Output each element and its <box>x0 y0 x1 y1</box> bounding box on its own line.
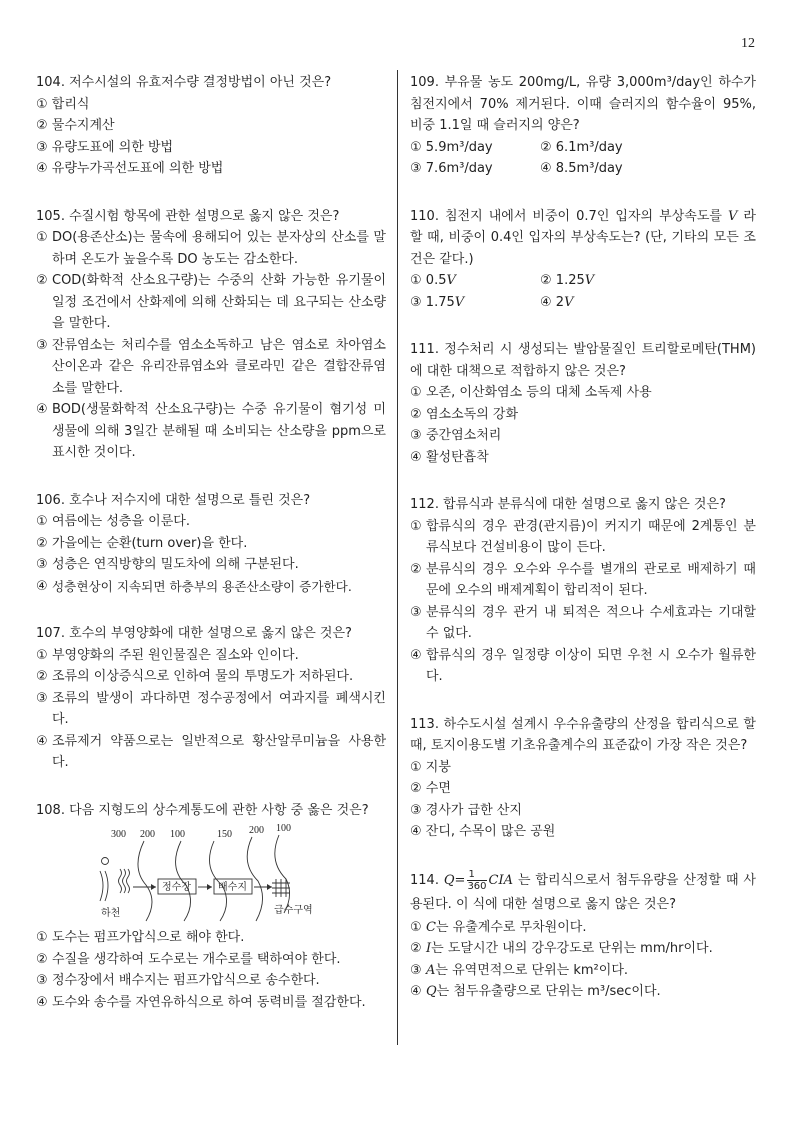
fraction-numerator: 1 <box>467 869 486 881</box>
option-number: ③ <box>36 690 48 706</box>
option-text: 염소소독의 강화 <box>426 406 519 422</box>
formula-fraction <box>467 869 486 892</box>
option-number: ③ <box>410 428 422 443</box>
option[interactable] <box>36 399 386 464</box>
option-text: 도수와 송수를 자연유하식으로 하여 동력비를 절감한다. <box>52 994 366 1010</box>
option[interactable] <box>36 666 386 688</box>
option-number: ④ <box>36 578 48 594</box>
option-text-group <box>426 917 756 939</box>
question-stem: 104. 저수시설의 유효저수량 결정방법이 아닌 것은? <box>36 75 332 90</box>
option-number: ④ <box>36 994 48 1010</box>
option-number: ④ <box>36 402 48 417</box>
hatch-line <box>119 869 122 893</box>
question-stem: 108. 다음 지형도의 상수계통도에 관한 사항 중 옳은 것은? <box>36 802 369 818</box>
option[interactable] <box>410 559 756 602</box>
question-106 <box>36 490 386 598</box>
question-110 <box>410 206 756 314</box>
reservoir-label: 배수지 <box>218 882 247 893</box>
option-text: 0.5 <box>425 273 447 288</box>
option-text: 2 <box>555 294 565 310</box>
option[interactable]: ① 지붕 <box>410 759 451 775</box>
option[interactable] <box>36 992 386 1014</box>
option[interactable] <box>36 927 386 949</box>
option-text: 1.75 <box>425 294 455 310</box>
option[interactable] <box>540 292 670 314</box>
option[interactable] <box>36 533 386 555</box>
option[interactable] <box>410 447 756 469</box>
option-number: ② <box>540 273 552 288</box>
question-104 <box>36 72 386 180</box>
question-stem: 106. 호수나 저수지에 대한 설명으로 틀린 것은? <box>36 492 311 508</box>
option-text: 잔류염소는 처리수를 염소소독하고 남은 염소로 차아염소산이온과 같은 유리잔류염소와 클로라민 같은 결합잔류염소를 말한다. <box>52 337 386 396</box>
option[interactable] <box>410 292 540 314</box>
option[interactable] <box>36 645 386 667</box>
option-number: ① <box>36 930 48 945</box>
hatch-line <box>123 869 126 893</box>
source-circle <box>102 858 109 865</box>
option[interactable] <box>410 917 756 939</box>
option-row <box>410 292 756 314</box>
option-text: 1.25 <box>555 273 585 288</box>
option[interactable] <box>36 511 386 533</box>
option-text: 는 유출계수로 무차원이다. <box>435 919 587 935</box>
option-text: 는 유역면적으로 단위는 km²이다. <box>435 962 629 978</box>
page-number: 12 <box>741 36 755 51</box>
option[interactable]: ④ 8.5m³/day <box>540 161 623 176</box>
option-number: ④ <box>410 647 422 663</box>
option-text: 는 첨두유출량으로 단위는 m³/sec이다. <box>436 984 661 999</box>
option-number: ① <box>410 273 422 288</box>
option[interactable]: ② 물수지계산 <box>36 118 115 133</box>
option-number: ② <box>36 669 48 684</box>
question-stem: 111. 정수처리 시 생성되는 발암물질인 트리할로메탄(THM)에 대한 대책으로 적합하지 않은 것은? <box>410 342 756 379</box>
option-text: 합류식의 경우 일정량 이상이 되면 우천 시 오수가 월류한다. <box>426 647 756 684</box>
option-number: ② <box>36 951 48 967</box>
option-number: ① <box>410 518 422 534</box>
water-supply-diagram <box>36 823 386 923</box>
option-text-group <box>426 960 756 982</box>
supply-label: 급수구역 <box>274 905 313 916</box>
contour-line <box>210 841 227 921</box>
velocity-symbol: V <box>564 294 574 310</box>
variable-symbol: A <box>426 962 436 978</box>
option-number: ④ <box>36 733 48 749</box>
question-stem: 105. 수질시험 항목에 관한 설명으로 옳지 않은 것은? <box>36 208 340 224</box>
formula-rhs: CIA <box>488 872 514 888</box>
option-text-group <box>426 938 756 960</box>
option[interactable] <box>410 404 756 426</box>
option-number: ③ <box>36 973 48 988</box>
option-text: 합류식의 경우 관경(관지름)이 커지기 때문에 2계통인 분류식보다 건설비용이 많이 든다. <box>426 518 756 555</box>
question-113 <box>410 714 756 843</box>
option-text: 활성탄흡착 <box>426 449 489 465</box>
contour-label: 100 <box>170 829 185 840</box>
stem-text: 110. 침전지 내에서 비중이 0.7인 입자의 부상속도를 <box>410 208 728 224</box>
question-108 <box>36 800 386 1014</box>
option-number: ① <box>410 919 422 935</box>
option-text: BOD(생물화학적 산소요구량)는 수중 유기물이 혐기성 미생물에 의해 3일간 분해될 때 소비되는 산소량을 ppm으로 표시한 것이다. <box>52 402 386 460</box>
option-number: ② <box>36 535 48 551</box>
option-row <box>410 158 756 180</box>
contour-label: 100 <box>276 823 291 834</box>
option-text: DO(용존산소)는 물속에 용해되어 있는 분자상의 산소를 말하며 온도가 높을수록 DO 농도는 감소한다. <box>52 230 386 267</box>
option-number: ④ <box>540 294 552 310</box>
contour-label: 200 <box>140 829 155 840</box>
velocity-symbol: V <box>454 294 465 310</box>
option-number: ② <box>410 406 422 422</box>
option[interactable] <box>36 554 386 576</box>
option-number: ④ <box>410 449 422 465</box>
option-text: 성층은 연직방향의 밀도차에 의해 구분된다. <box>52 557 299 572</box>
question-stem: 107. 호수의 부영양화에 대한 설명으로 옳지 않은 것은? <box>36 626 352 641</box>
option-number: ③ <box>410 962 422 978</box>
option-text: 분류식의 경우 관거 내 퇴적은 적으나 수세효과는 기대할 수 없다. <box>426 604 756 641</box>
option-number: ③ <box>410 294 422 310</box>
option[interactable]: ③ 유량도표에 의한 방법 <box>36 139 174 155</box>
option-number: ① <box>36 647 48 663</box>
option-number: ② <box>410 561 422 577</box>
variable-symbol: Q <box>426 984 437 999</box>
option-number: ① <box>36 230 48 245</box>
option[interactable]: ② 6.1m³/day <box>540 139 623 155</box>
velocity-symbol: V <box>728 208 738 224</box>
river-label: 하천 <box>101 908 121 919</box>
option-text: COD(화학적 산소요구량)는 수중의 산화 가능한 유기물이 일정 조건에서 산화제에 의해 산화되는 데 요구되는 산소량을 말한다. <box>52 273 386 331</box>
option-text: 오존, 이산화염소 등의 대체 소독제 사용 <box>426 385 652 400</box>
contour-line <box>275 835 290 913</box>
option[interactable] <box>410 645 756 688</box>
option-text: 수질을 생각하여 도수로는 개수로를 택하여야 한다. <box>52 951 341 967</box>
question-105 <box>36 206 386 464</box>
option-text: 성층현상이 지속되면 하층부의 용존산소량이 증가한다. <box>52 578 352 594</box>
stem-text: 라 할 때, 비중이 0.4인 입자의 부상속도는? (단, 기타의 모든 조건은 같다.) <box>410 208 756 267</box>
fraction-denominator: 360 <box>467 880 487 892</box>
option-text: 중간염소처리 <box>426 428 502 443</box>
option-text: 조류제거 약품으로는 일반적으로 황산알루미늄을 사용한다. <box>52 733 386 770</box>
question-stem <box>410 206 756 271</box>
option[interactable] <box>410 938 756 960</box>
question-stem: 112. 합류식과 분류식에 대한 설명으로 옳지 않은 것은? <box>410 497 726 512</box>
option-text: 부영양화의 주된 원인물질은 질소와 인이다. <box>52 647 299 663</box>
river-line <box>100 871 103 901</box>
option-number: ③ <box>36 557 48 572</box>
option-text: 정수장에서 배수지는 펌프가압식으로 송수한다. <box>52 973 320 988</box>
column-divider <box>397 70 398 1045</box>
stem-text: 는 합리식으로서 첨두유량을 산정할 때 사용된다. 이 식에 대한 설명으로 옳지 않은 것은? <box>410 872 756 912</box>
option[interactable] <box>540 270 670 292</box>
option[interactable] <box>36 270 386 335</box>
question-stem: 109. 부유물 농도 200mg/L, 유량 3,000m³/day인 하수가 침전지에서 70% 제거된다. 이때 슬러지의 함수율이 95%, 비중 1.1일 때 슬러지의 양은? <box>410 75 756 133</box>
question-109 <box>410 72 756 180</box>
contour-line <box>176 841 191 921</box>
contour-label: 150 <box>217 829 232 840</box>
option[interactable]: ② 수면 <box>410 781 451 796</box>
option-text: 조류의 이상증식으로 인하여 물의 투명도가 저하된다. <box>52 669 354 684</box>
option[interactable] <box>410 602 756 645</box>
question-111 <box>410 339 756 468</box>
option[interactable] <box>36 227 386 270</box>
option[interactable] <box>36 731 386 774</box>
option-text: 는 도달시간 내의 강우강도로 단위는 mm/hr이다. <box>431 941 713 956</box>
velocity-symbol: V <box>446 273 456 288</box>
option-number: ② <box>36 273 48 288</box>
question-stem: 113. 하수도시설 설계시 우수유출량의 산정을 합리식으로 할 때, 토지이용도별 기초유출계수의 표준값이 가장 작은 것은? <box>410 716 756 753</box>
option-number: ① <box>36 514 48 529</box>
option[interactable] <box>410 382 756 404</box>
option[interactable] <box>36 335 386 400</box>
option[interactable] <box>410 981 756 1003</box>
question-112 <box>410 494 756 688</box>
contour-label: 200 <box>249 825 264 836</box>
option[interactable]: ③ 경사가 급한 산지 <box>410 802 522 818</box>
formula-lhs: Q= <box>443 872 466 888</box>
option[interactable]: ③ 7.6m³/day <box>410 161 493 176</box>
option-number: ① <box>410 385 422 400</box>
option[interactable] <box>36 949 386 971</box>
arrowhead <box>151 884 156 890</box>
variable-symbol: C <box>426 919 436 935</box>
option-row <box>410 137 756 159</box>
river-line <box>105 871 108 901</box>
question-stem <box>410 869 756 917</box>
option-text: 여름에는 성층을 이룬다. <box>52 514 190 529</box>
contour-label: 300 <box>111 829 126 840</box>
option[interactable] <box>410 516 756 559</box>
option-row <box>410 270 756 292</box>
option[interactable]: ① 5.9m³/day <box>410 139 493 155</box>
option-text: 조류의 발생이 과다하면 정수공정에서 여과지를 폐색시킨다. <box>52 690 386 727</box>
right-column <box>410 72 756 1029</box>
diagram-svg <box>36 823 313 923</box>
option[interactable] <box>410 270 540 292</box>
option-number: ④ <box>410 984 422 999</box>
arrowhead <box>207 884 212 890</box>
velocity-symbol: V <box>584 273 595 288</box>
option-text: 가을에는 순환(turn over)을 한다. <box>52 535 248 551</box>
option[interactable] <box>36 688 386 731</box>
option[interactable]: ④ 잔디, 수목이 많은 공원 <box>410 824 556 839</box>
option[interactable] <box>410 425 756 447</box>
left-column <box>36 72 386 1039</box>
treatment-label: 정수장 <box>162 882 191 893</box>
option[interactable]: ① 합리식 <box>36 96 90 112</box>
contour-line <box>138 841 152 921</box>
option[interactable] <box>36 576 386 598</box>
question-107 <box>36 623 386 774</box>
option[interactable]: ④ 유량누가곡선도표에 의한 방법 <box>36 161 224 176</box>
option-text-group <box>426 981 756 1003</box>
question-114 <box>410 869 756 1003</box>
option[interactable] <box>410 960 756 982</box>
arrowhead <box>267 884 272 890</box>
question-number: 114. <box>410 872 439 888</box>
option-number: ② <box>410 941 422 956</box>
option-number: ③ <box>410 604 422 620</box>
hatch-line <box>127 869 130 893</box>
variable-symbol: I <box>426 941 432 956</box>
option[interactable] <box>36 970 386 992</box>
option-text: 도수는 펌프가압식으로 해야 한다. <box>52 930 245 945</box>
option-text: 분류식의 경우 오수와 우수를 별개의 관로로 배제하기 때문에 오수의 배제계획이 합리적이 된다. <box>426 561 756 598</box>
option-number: ③ <box>36 337 48 353</box>
